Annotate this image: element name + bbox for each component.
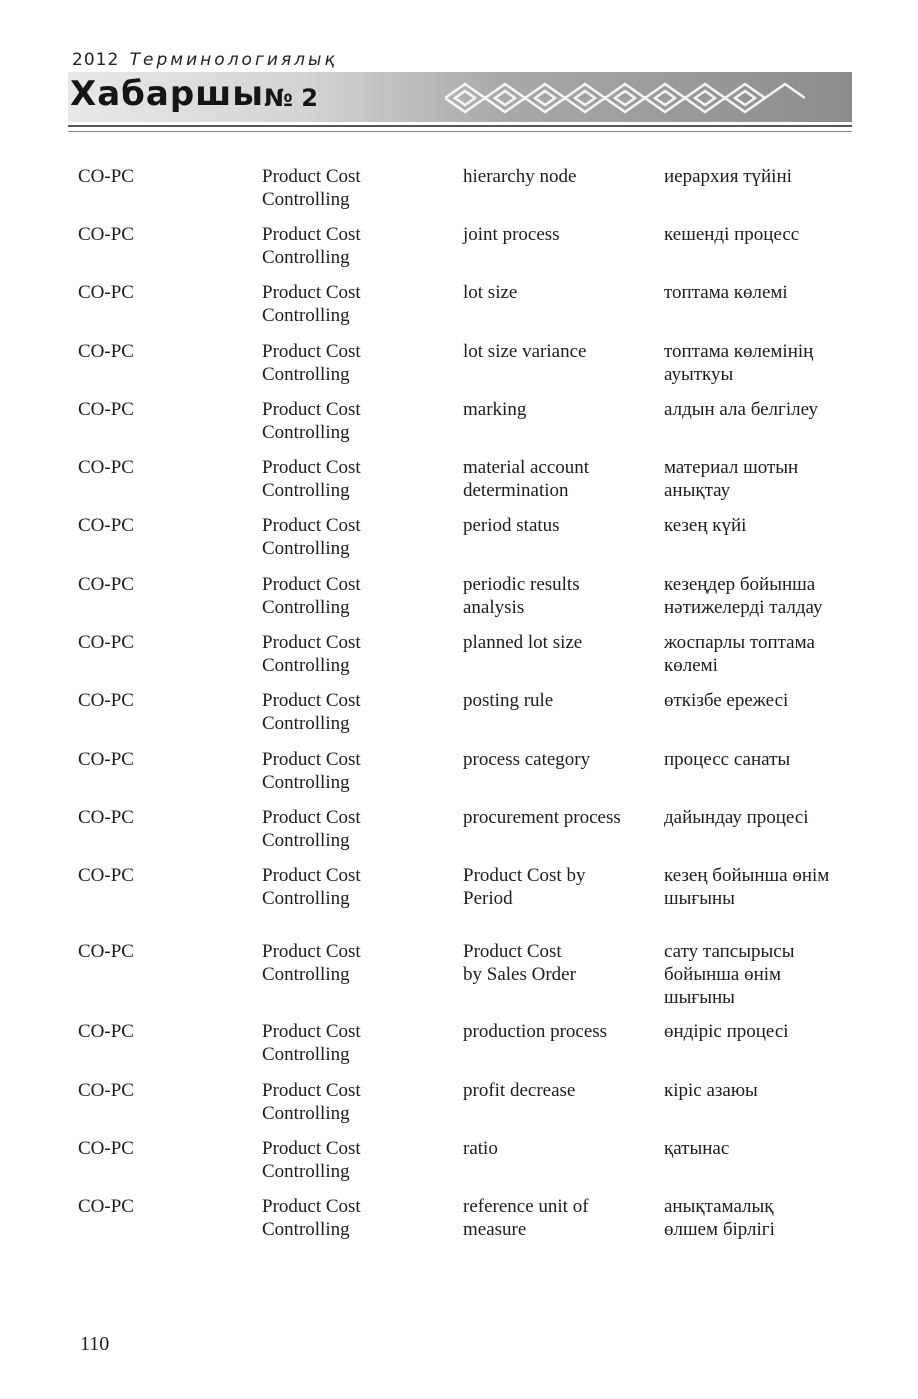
journal-header <box>0 0 918 140</box>
term-cell <box>463 398 526 421</box>
kazakh-line: топтама көлемінің <box>664 341 814 362</box>
kazakh-line: сату тапсырысы <box>664 941 795 962</box>
kazakh-cell <box>664 1195 775 1241</box>
code-cell <box>78 1079 134 1102</box>
area-cell <box>262 631 361 677</box>
kazakh-cell <box>664 1020 789 1043</box>
kazakh-line: иерархия түйіні <box>664 166 792 187</box>
area-cell <box>262 1020 361 1066</box>
code-line: CO-PC <box>78 749 134 770</box>
kazakh-line: кезең күйі <box>664 515 747 536</box>
code-line: CO-PC <box>78 1138 134 1159</box>
term-cell <box>463 1195 589 1241</box>
area-cell <box>262 748 361 794</box>
area-line: Product Cost <box>262 1021 361 1042</box>
area-line: Controlling <box>262 655 350 676</box>
area-line: Product Cost <box>262 690 361 711</box>
area-cell <box>262 806 361 852</box>
kazakh-line: процесс санаты <box>664 749 791 770</box>
area-cell <box>262 340 361 386</box>
area-line: Product Cost <box>262 941 361 962</box>
term-line: reference unit of <box>463 1196 589 1217</box>
area-line: Product Cost <box>262 749 361 770</box>
header-year: 2012 <box>72 50 120 70</box>
area-line: Product Cost <box>262 807 361 828</box>
term-line: Period <box>463 888 513 909</box>
term-line: posting rule <box>463 690 554 711</box>
area-cell <box>262 398 361 444</box>
area-line: Controlling <box>262 1044 350 1065</box>
code-line: CO-PC <box>78 807 134 828</box>
code-cell <box>78 456 134 479</box>
term-line: lot size <box>463 282 518 303</box>
kazakh-line: топтама көлемі <box>664 282 788 303</box>
term-cell <box>463 806 621 829</box>
term-line: joint process <box>463 224 560 245</box>
kazakh-line: жоспарлы топтама <box>664 632 815 653</box>
kazakh-line: ауыткуы <box>664 364 734 385</box>
area-line: Product Cost <box>262 341 361 362</box>
code-cell <box>78 340 134 363</box>
code-cell <box>78 1195 134 1218</box>
area-line: Controlling <box>262 364 350 385</box>
code-cell <box>78 864 134 887</box>
kazakh-cell <box>664 456 798 502</box>
code-line: CO-PC <box>78 1080 134 1101</box>
code-line: CO-PC <box>78 1196 134 1217</box>
term-line: marking <box>463 399 527 420</box>
code-line: CO-PC <box>78 865 134 886</box>
area-line: Product Cost <box>262 632 361 653</box>
kazakh-cell <box>664 631 815 677</box>
term-line: periodic results <box>463 574 580 595</box>
kazakh-cell <box>664 223 799 246</box>
code-cell <box>78 281 134 304</box>
journal-title: Хабаршы <box>70 74 265 114</box>
area-line: Controlling <box>262 597 350 618</box>
term-line: planned lot size <box>463 632 583 653</box>
kazakh-line: нәтижелерді талдау <box>664 597 823 618</box>
area-line: Product Cost <box>262 166 361 187</box>
code-line: CO-PC <box>78 515 134 536</box>
term-line: production process <box>463 1021 608 1042</box>
area-cell <box>262 689 361 735</box>
code-cell <box>78 1137 134 1160</box>
kazakh-line: кезеңдер бойынша <box>664 574 816 595</box>
kazakh-line: алдын ала белгілеу <box>664 399 819 420</box>
term-cell <box>463 223 560 246</box>
code-cell <box>78 573 134 596</box>
area-cell <box>262 1195 361 1241</box>
code-line: CO-PC <box>78 166 134 187</box>
kazakh-cell <box>664 940 794 1009</box>
area-cell <box>262 514 361 560</box>
area-line: Controlling <box>262 1161 350 1182</box>
area-line: Product Cost <box>262 1138 361 1159</box>
term-line: material account <box>463 457 590 478</box>
kazakh-cell <box>664 514 746 537</box>
code-line: CO-PC <box>78 1021 134 1042</box>
kazakh-line: анықтамалық <box>664 1196 774 1217</box>
area-line: Product Cost <box>262 282 361 303</box>
header-line <box>72 50 338 70</box>
term-line: hierarchy node <box>463 166 577 187</box>
kazakh-line: қатынас <box>664 1138 730 1159</box>
kazakh-line: бойынша өнім <box>664 964 782 985</box>
kazakh-line: шығыны <box>664 888 735 909</box>
area-cell <box>262 1079 361 1125</box>
area-line: Product Cost <box>262 457 361 478</box>
term-cell <box>463 1020 607 1043</box>
area-line: Controlling <box>262 422 350 443</box>
code-line: CO-PC <box>78 399 134 420</box>
code-cell <box>78 631 134 654</box>
code-cell <box>78 940 134 963</box>
area-line: Controlling <box>262 480 350 501</box>
term-cell <box>463 748 590 771</box>
term-line: period status <box>463 515 560 536</box>
area-line: Controlling <box>262 830 350 851</box>
kazakh-cell <box>664 864 829 910</box>
area-line: Controlling <box>262 1103 350 1124</box>
kazakh-cell <box>664 281 788 304</box>
term-cell <box>463 689 553 712</box>
kazakh-cell <box>664 1137 729 1160</box>
code-cell <box>78 398 134 421</box>
area-cell <box>262 864 361 910</box>
area-line: Controlling <box>262 964 350 985</box>
term-line: lot size variance <box>463 341 587 362</box>
kazakh-cell <box>664 748 790 771</box>
code-cell <box>78 165 134 188</box>
ornament-pattern <box>445 78 805 118</box>
code-cell <box>78 223 134 246</box>
code-line: CO-PC <box>78 224 134 245</box>
term-cell <box>463 631 582 654</box>
kazakh-cell <box>664 806 809 829</box>
code-cell <box>78 689 134 712</box>
term-line: process category <box>463 749 591 770</box>
area-line: Controlling <box>262 305 350 326</box>
kazakh-line: өндіріс процесі <box>664 1021 789 1042</box>
code-line: CO-PC <box>78 941 134 962</box>
kazakh-cell <box>664 1079 758 1102</box>
term-cell <box>463 573 580 619</box>
issue-number: № 2 <box>264 84 318 112</box>
area-line: Controlling <box>262 538 350 559</box>
code-cell <box>78 514 134 537</box>
area-line: Controlling <box>262 247 350 268</box>
area-line: Product Cost <box>262 515 361 536</box>
area-cell <box>262 573 361 619</box>
code-line: CO-PC <box>78 341 134 362</box>
kazakh-line: кіріс азаюы <box>664 1080 758 1101</box>
code-cell <box>78 806 134 829</box>
term-cell <box>463 514 560 537</box>
term-cell <box>463 1137 498 1160</box>
code-cell <box>78 1020 134 1043</box>
area-cell <box>262 1137 361 1183</box>
area-line: Controlling <box>262 189 350 210</box>
kazakh-line: шығыны <box>664 987 735 1008</box>
term-line: measure <box>463 1219 527 1240</box>
header-series: Терминологиялық <box>129 50 338 70</box>
code-line: CO-PC <box>78 282 134 303</box>
kazakh-line: өлшем бірлігі <box>664 1219 775 1240</box>
kazakh-cell <box>664 165 792 188</box>
area-cell <box>262 456 361 502</box>
area-line: Controlling <box>262 888 350 909</box>
kazakh-line: материал шотын <box>664 457 799 478</box>
kazakh-line: көлемі <box>664 655 718 676</box>
code-line: CO-PC <box>78 690 134 711</box>
area-cell <box>262 223 361 269</box>
kazakh-line: өткізбе ережесі <box>664 690 789 711</box>
term-cell <box>463 165 576 188</box>
area-cell <box>262 940 361 986</box>
area-line: Controlling <box>262 772 350 793</box>
code-line: CO-PC <box>78 632 134 653</box>
kazakh-line: анықтау <box>664 480 731 501</box>
header-rule-thin <box>68 131 852 132</box>
kazakh-cell <box>664 340 813 386</box>
term-line: procurement process <box>463 807 621 828</box>
term-cell <box>463 456 589 502</box>
term-line: profit decrease <box>463 1080 576 1101</box>
kazakh-line: дайындау процесі <box>664 807 809 828</box>
area-line: Controlling <box>262 713 350 734</box>
term-line: Product Cost <box>463 941 562 962</box>
area-line: Product Cost <box>262 224 361 245</box>
page-number: 110 <box>80 1333 110 1355</box>
term-line: ratio <box>463 1138 498 1159</box>
kazakh-cell <box>664 398 818 421</box>
term-line: analysis <box>463 597 525 618</box>
kazakh-line: кешенді процесс <box>664 224 800 245</box>
area-line: Product Cost <box>262 865 361 886</box>
area-line: Product Cost <box>262 399 361 420</box>
term-cell <box>463 281 517 304</box>
term-cell <box>463 1079 575 1102</box>
area-line: Product Cost <box>262 574 361 595</box>
area-cell <box>262 281 361 327</box>
term-line: Product Cost by <box>463 865 586 886</box>
kazakh-cell <box>664 689 788 712</box>
area-cell <box>262 165 361 211</box>
term-line: by Sales Order <box>463 964 576 985</box>
term-cell <box>463 940 576 986</box>
area-line: Controlling <box>262 1219 350 1240</box>
term-line: determination <box>463 480 569 501</box>
header-rule <box>68 125 852 127</box>
code-cell <box>78 748 134 771</box>
area-line: Product Cost <box>262 1196 361 1217</box>
area-line: Product Cost <box>262 1080 361 1101</box>
code-line: CO-PC <box>78 457 134 478</box>
code-line: CO-PC <box>78 574 134 595</box>
term-cell <box>463 340 586 363</box>
kazakh-cell <box>664 573 823 619</box>
kazakh-line: кезең бойынша өнім <box>664 865 830 886</box>
term-cell <box>463 864 585 910</box>
